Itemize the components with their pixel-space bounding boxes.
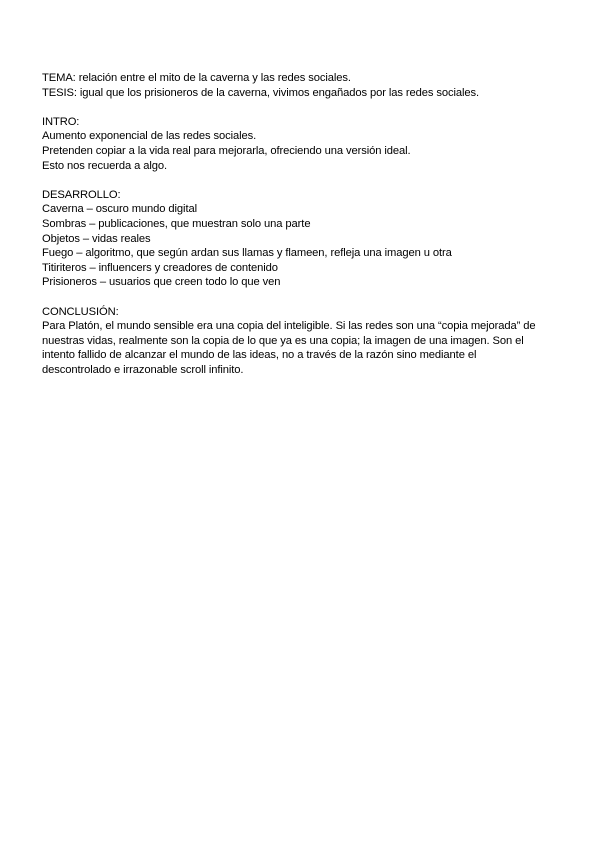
intro-heading: INTRO: <box>42 115 80 128</box>
intro-line: Pretenden copiar a la vida real para mejorarla, ofreciendo una versión ideal. <box>42 144 411 157</box>
desarrollo-heading: DESARROLLO: <box>42 188 121 201</box>
intro-line: Aumento exponencial de las redes sociales. <box>42 130 257 143</box>
spacer <box>42 173 540 188</box>
conclusion-heading: CONCLUSIÓN: <box>42 305 119 318</box>
header-section <box>42 71 540 100</box>
spacer <box>42 290 540 305</box>
tema-line: TEMA: relación entre el mito de la caverna y las redes sociales. <box>42 72 351 84</box>
desarrollo-line: Objetos – vidas reales <box>42 232 151 245</box>
desarrollo-section <box>42 188 540 290</box>
desarrollo-line: Titiriteros – influencers y creadores de contenido <box>42 261 278 274</box>
tesis-line: TESIS: igual que los prisioneros de la caverna, vivimos engañados por las redes sociales. <box>42 86 479 99</box>
desarrollo-line: Fuego – algoritmo, que según ardan sus llamas y flameen, refleja una imagen u otra <box>42 247 452 260</box>
desarrollo-line: Sombras – publicaciones, que muestran solo una parte <box>42 217 311 230</box>
desarrollo-line: Caverna – oscuro mundo digital <box>42 203 197 216</box>
conclusion-section <box>42 305 540 378</box>
intro-line: Esto nos recuerda a algo. <box>42 159 167 172</box>
desarrollo-line: Prisioneros – usuarios que creen todo lo que ven <box>42 276 281 289</box>
intro-section <box>42 115 540 173</box>
conclusion-paragraph: Para Platón, el mundo sensible era una copia del inteligible. Si las redes son una “copia mejorada” de nuestras vidas, realmente son la copia de lo que ya es una copia; la imagen de una imagen. Son el intento fallido de alcanzar el mundo de las ideas, no a través de la razón sino mediante el descontrolado e irrazonable scroll infinito. <box>42 320 536 376</box>
spacer <box>42 100 540 115</box>
